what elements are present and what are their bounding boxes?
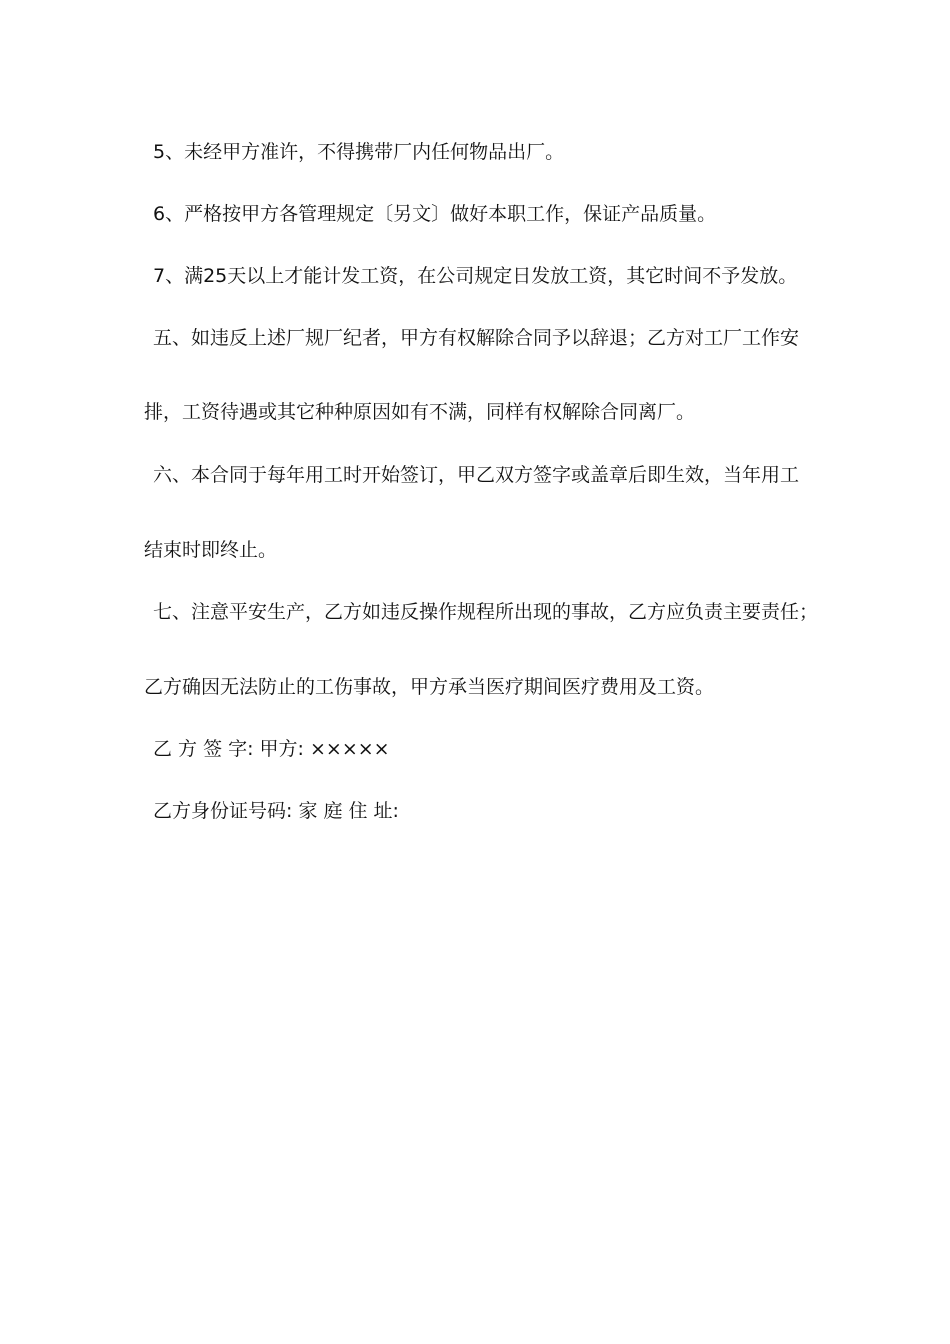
section-5-line-1: 五、如违反上述厂规厂纪者，甲方有权解除合同予以辞退；乙方对工厂工作安 [153, 327, 800, 349]
clause-5: 5、未经甲方准许，不得携带厂内任何物品出厂。 [153, 141, 565, 163]
section-7-line-2: 乙方确因无法防止的工伤事故，甲方承当医疗期间医疗费用及工资。 [144, 676, 715, 698]
section-7-line-1: 七、注意平安生产，乙方如违反操作规程所出现的事故，乙方应负责主要责任； [153, 601, 819, 623]
clause-6: 6、严格按甲方各管理规定〔另文〕做好本职工作，保证产品质量。 [153, 203, 717, 225]
signature-line: 乙 方 签 字: 甲方: ××××× [153, 738, 390, 760]
clause-7: 7、满25天以上才能计发工资，在公司规定日发放工资，其它时间不予发放。 [153, 265, 798, 287]
section-6-line-1: 六、本合同于每年用工时开始签订，甲乙双方签字或盖章后即生效，当年用工 [153, 464, 800, 486]
section-5-line-2: 排，工资待遇或其它种种原因如有不满，同样有权解除合同离厂。 [144, 401, 696, 423]
section-6-line-2: 结束时即终止。 [144, 539, 278, 561]
id-address-line: 乙方身份证号码: 家 庭 住 址: [153, 800, 399, 822]
